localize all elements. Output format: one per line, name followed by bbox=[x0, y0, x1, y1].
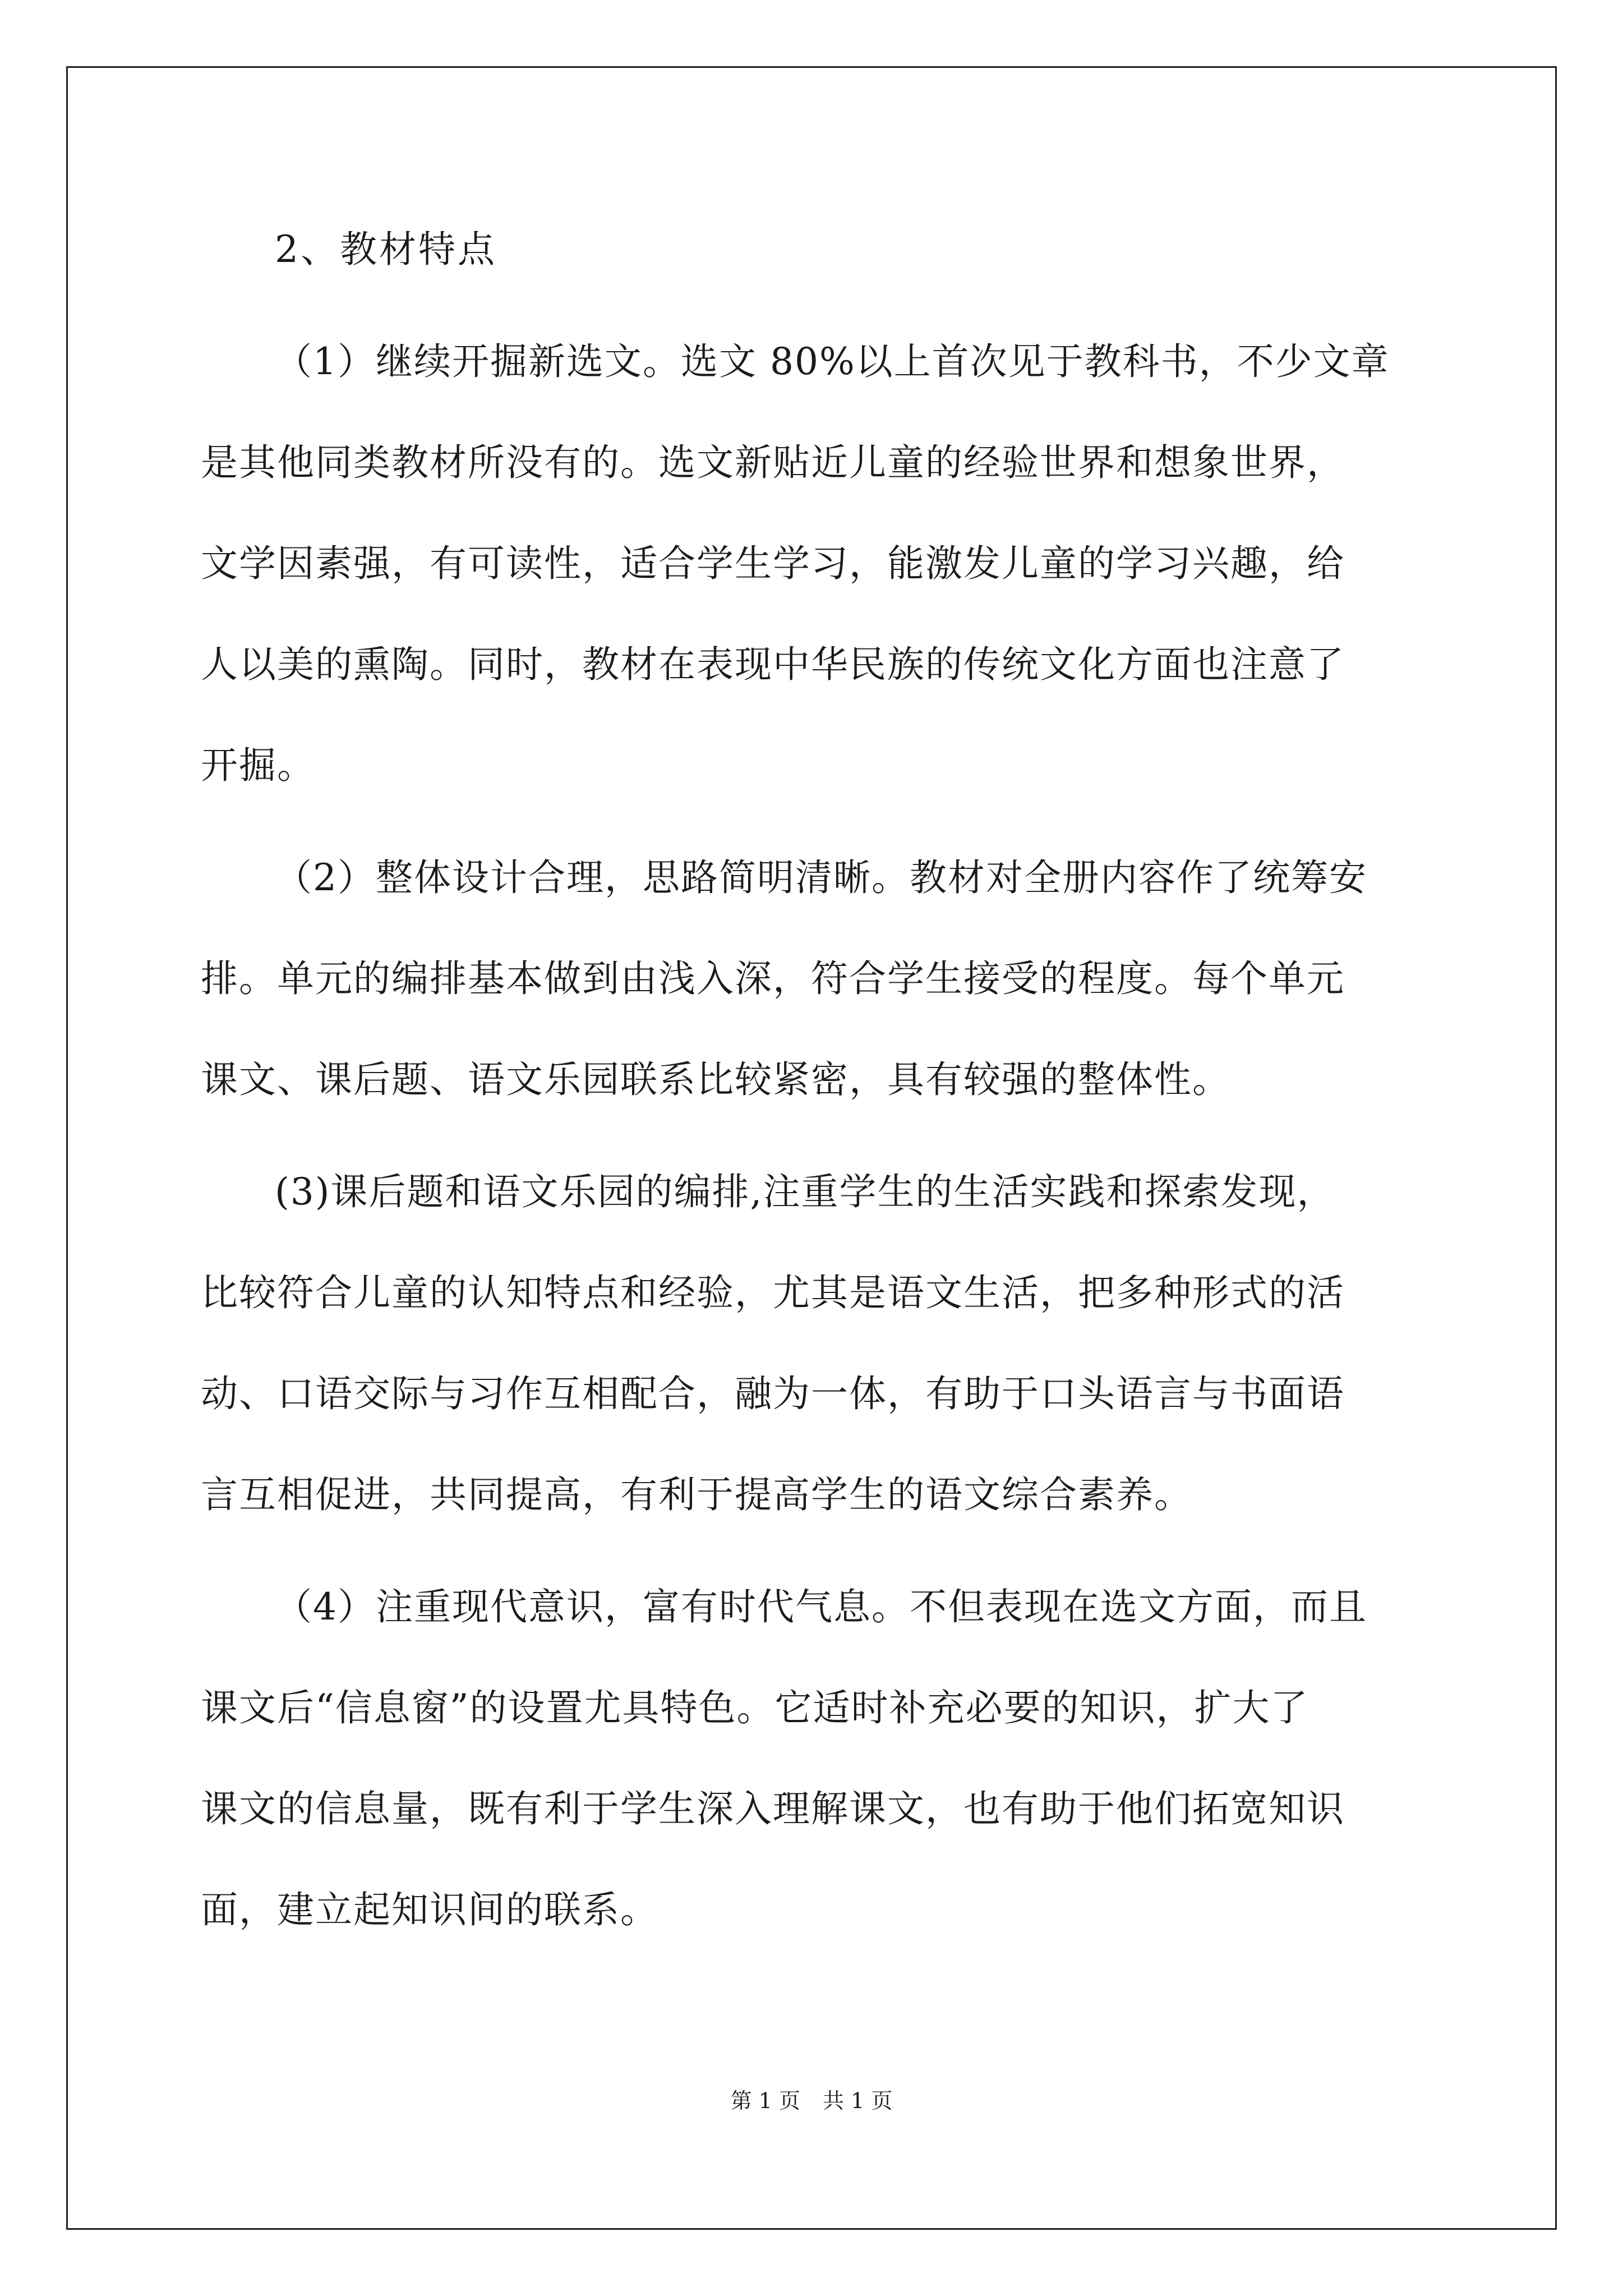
page-footer bbox=[0, 2087, 1623, 2115]
paragraph-1-line-1: （1）继续开掘新选文。选文 80%以上首次见于教科书，不少文章 bbox=[275, 340, 1390, 383]
paragraph-1-line-4: 人以美的熏陶。同时，教材在表现中华民族的传统文化方面也注意了 bbox=[201, 643, 1345, 686]
paragraph-1-line-5: 开掘。 bbox=[201, 744, 315, 787]
paragraph-4-line-2: 课文后“信息窗”的设置尤具特色。它适时补充必要的知识，扩大了 bbox=[201, 1686, 1309, 1729]
paragraph-3-line-2: 比较符合儿童的认知特点和经验，尤其是语文生活，把多种形式的活 bbox=[201, 1271, 1345, 1314]
paragraph-2-line-2: 排。单元的编排基本做到由浅入深，符合学生接受的程度。每个单元 bbox=[201, 957, 1345, 1000]
paragraph-3-line-3: 动、口语交际与习作互相配合，融为一体，有助于口头语言与书面语 bbox=[201, 1372, 1345, 1415]
paragraph-4-line-3: 课文的信息量，既有利于学生深入理解课文，也有助于他们拓宽知识 bbox=[201, 1787, 1345, 1830]
paragraph-2-line-3: 课文、课后题、语文乐园联系比较紧密，具有较强的整体性。 bbox=[201, 1058, 1230, 1101]
paragraph-2-line-1: （2）整体设计合理，思路简明清晰。教材对全册内容作了统筹安 bbox=[275, 856, 1367, 899]
paragraph-4-line-1: （4）注重现代意识，富有时代气息。不但表现在选文方面，而且 bbox=[275, 1585, 1367, 1628]
paragraph-3-line-1: (3)课后题和语文乐园的编排,注重学生的生活实践和探索发现， bbox=[275, 1170, 1335, 1213]
page-number: 第 1 页 bbox=[730, 2088, 800, 2113]
page-total: 共 1 页 bbox=[823, 2088, 893, 2113]
paragraph-4-line-4: 面，建立起知识间的联系。 bbox=[201, 1888, 658, 1931]
section-heading: 2、教材特点 bbox=[275, 228, 497, 271]
paragraph-1-line-2: 是其他同类教材所没有的。选文新贴近儿童的经验世界和想象世界， bbox=[201, 441, 1345, 484]
paragraph-1-line-3: 文学因素强，有可读性，适合学生学习，能激发儿童的学习兴趣，给 bbox=[201, 542, 1345, 585]
paragraph-3-line-4: 言互相促进，共同提高，有利于提高学生的语文综合素养。 bbox=[201, 1473, 1192, 1516]
